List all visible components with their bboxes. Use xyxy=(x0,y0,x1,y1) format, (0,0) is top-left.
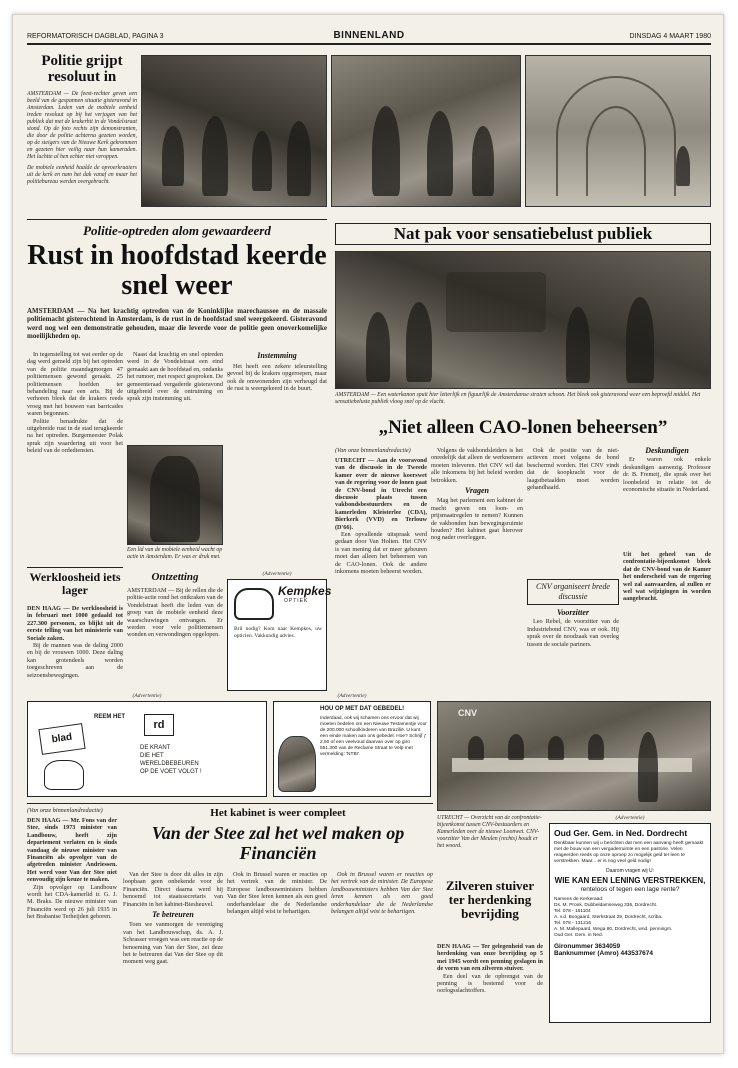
cao-col2 xyxy=(431,447,523,687)
ad-tag: OPTIEK xyxy=(284,598,309,604)
paragraph: Zijn opvolger op Landbouw wordt het CDA-kamerlid ir. G. J. M. Braks. De nieuwe minister van Financiën werd op 26 juli 1935 in het Brabantse Terheijden geboren. xyxy=(27,883,117,921)
masthead xyxy=(27,29,711,45)
ad-giro: Gironummer 3634059 xyxy=(554,943,621,950)
headline-kabinet: Van der Stee zal het wel maken op Financiën xyxy=(151,823,405,863)
article-body-col3 xyxy=(227,363,327,553)
divider xyxy=(27,567,123,568)
ad1-line: DE KRANT xyxy=(140,745,171,751)
source: (Van onze binnenlandredactie) xyxy=(335,447,411,454)
headline-sensatie: Nat pak voor sensatiebelust publiek xyxy=(393,224,653,243)
ad-kempkes xyxy=(227,579,332,691)
ad-gebedel xyxy=(273,701,431,797)
paragraph: Er waren ook enkele deskundigen aanwezig. Professor dr. B. Fremeij, die sprak over het loonbeleid in relatie tot de economische situatie in Nederland. xyxy=(623,456,711,494)
paragraph: Een deel van de opbrengst van de penning is bestemd voor de oorlogsslachtoffers. xyxy=(437,972,543,995)
paragraph: Naast dat krachtig en snel optreden werd in de Vondelstraat een eind gemaakt aan de hoofdstad en, ondanks het rumoer, met respect gesproken. De gemeenteraad vergaderde gisteravond uitgebreid over de ontruiming en sprak zijn instemming uit. xyxy=(127,351,223,403)
subhead-deskundigen: Deskundigen xyxy=(645,447,689,455)
paragraph: Mag het parlement een kabinet de macht geven om loon- en prijsmaatregelen te nemen? Kunnen de vakbonden hun bewegingsruimte houden? Het kabinet gaat hierover nog nader overleggen. xyxy=(431,497,523,542)
ad-dordrecht xyxy=(549,823,711,1023)
headline-werkloosheid: Werkloosheid iets lager xyxy=(29,570,121,597)
paragraph: In tegenstelling tot wat eerder op de dag werd gemeld zijn bij het optreden van de politie maandagmorgen 47 politiemensen gewond geraakt. 25 politiemensen hoefden ter behandeling naar een arts. Bij de verhoren bleek dat de krakers reeds vroeg met het bouwen van barricades waren begonnen. xyxy=(27,351,123,418)
divider xyxy=(27,803,433,804)
ad1-badge-2: rd xyxy=(144,714,174,736)
kicker-kabinet: Het kabinet is weer compleet xyxy=(210,807,346,819)
ad-cta: WIE KAN EEN LENING VERSTREKKEN, xyxy=(554,876,706,885)
subhead-te-betreuren: Te betreuren xyxy=(152,910,194,920)
article-werkloosheid-body xyxy=(27,605,123,695)
contact-line: Oud Ger. Gem. in Ned. xyxy=(554,933,604,938)
ad1-line: DIE HET xyxy=(140,753,164,759)
ad-names xyxy=(554,897,706,939)
article-body-col2 xyxy=(127,351,223,443)
article-politie-grijpt xyxy=(27,53,137,243)
ad1-lines xyxy=(140,744,202,776)
contact-line: A. M. Mallepaard, Wega 80, Dordrecht, wnd. penningm. xyxy=(554,927,673,932)
headline-box xyxy=(335,223,711,245)
paragraph: Toen we vanmorgen de vereniging van het Landbouwschap, ds. A. J. Schrasser vroegen was een reactie op de benoeming van Van der Stee, zei deze het te betreuren dat Van der Stee op dit moment weg gaat. xyxy=(123,921,223,966)
article-body: AMSTERDAM — De feest-rechter geven een beeld van de gespannen situatie gisteravond in Amsterdam. Leden van de mobiele eenheid treden resoluut op bij het verjagen van het publiek dat met de krakerhit in de Vondelstraat stond. Op de foto rechts zijn demonstranten, die door de politie achterna gezeten worden, op de steigers van de Nieuwe Kerk gekrommen en gezeten hier veilig naar hun kameraden. Het luchtte al hen echter niet veroppen. xyxy=(27,91,137,160)
headline: Politie grijpt resoluut in xyxy=(41,53,123,85)
cao-col4b: Uit het geheel van de confrontatie-bijeenkomst bleek dat de CNV-bond van de Kamer het onderscheid van de regering wel zal aanvaarden, al zullen er wel wat wijzigingen in worden aangebracht. xyxy=(623,551,711,603)
contact-line: A. v.d. Boogaard, Sterkstraat 29, Dordrecht, scriba. xyxy=(554,915,663,920)
source: (Van onze binnenlandredactie) xyxy=(27,807,103,814)
sub-box xyxy=(527,579,619,605)
contact-line: Ds. M. Pronk, Dubbeldamseweg 336, Dordrecht. xyxy=(554,903,658,908)
paragraph: Een opvallende uitspraak werd gedaan door Van Holten. Het CNV is van mening dat er meer gebeuren moet dan alleen het beheersen van de CAO-lonen. Ook de andere inkomens moeten beheerst worden. xyxy=(335,531,427,576)
ad2-title: HOU OP MET DAT GEBEDEL! xyxy=(320,706,405,712)
contact-line: Tel. 078 - 151104 xyxy=(554,909,591,914)
headline-rust: Rust in hoofdstad keerde snel weer xyxy=(27,240,327,301)
cao-col4 xyxy=(623,447,711,547)
photo-caption: AMSTERDAM — Een waterkanon spuit hier letterlijk en figuurlijk de Amsterdamse straten schoon. Het bleek ook gisteravond weer een beproefd middel. Het sensatiebeluste publiek vloog snel op de vlucht. xyxy=(335,392,701,405)
cao-col3b xyxy=(527,609,619,687)
ad-title: Oud Ger. Gem. in Ned. Dordrecht xyxy=(554,828,688,838)
kabinet-col2 xyxy=(123,871,223,1035)
paragraph: DEN HAAG — De werkloosheid is in februari met 1000 gedaald tot 227.300 personen, zo blijkt uit de eerste telling van het ministerie van Sociale zaken. xyxy=(27,605,123,642)
paragraph: Politie benadrukte dat de uitgebreide rust in de stad terugkeerde na het optreden. Burgemeester Polak sprak zijn waardering uit voor het beleid van de ordediensten. xyxy=(27,417,123,455)
ad1-line: OP DE VOET VOLGT ! xyxy=(140,769,202,775)
subhead-voorzitter: Voorzitter xyxy=(556,609,589,617)
paragraph: Ook in Brussel waren er reacties op het vertrek van de minister. De Europese landbouwministers hebben Van der Stee leren kennen als een goed onderhandelaar die de Nederlandse belangen altijd wist te behartigen. xyxy=(227,871,327,916)
newspaper-page xyxy=(12,14,724,1054)
ad-label: (Advertentie) xyxy=(132,693,162,699)
photo-street-police xyxy=(331,55,521,207)
masthead-paper-page: REFORMATORISCH DAGBLAD, PAGINA 3 xyxy=(27,33,164,40)
headline-cao: „Niet alleen CAO-lonen beheersen” xyxy=(378,417,668,438)
ad-ask: Daarom vragen wij U: xyxy=(605,868,655,874)
ad-text: Bril nodig? Kom naar Kempkes, uw opticien. Vakkundig advies. xyxy=(234,626,322,639)
ad1-badge-1: blad xyxy=(38,723,85,755)
ad2-text: Inderdaad, ook wij schamen ons ervoor dat wij moeten bedelen om een Nieuwe Testamentje voor de 200.000 schoolkinderen van Brazilië. U kunt een einde maken aan ons gebedel. Hoe? Schrijf ƒ 2,50 of een veelvoud daarvan over op giro 551.300 van de Reclame Straat te Velp met vermelding: 'NTBr'. xyxy=(320,716,427,757)
names-label: Namens de Kerkeraad: xyxy=(554,897,604,902)
headline-ontzetting: Ontzetting xyxy=(151,571,199,583)
ad1-title: REEM HET xyxy=(94,714,126,720)
paragraph: DEN HAAG — Ter gelegenheid van de herdenking van onze bevrijding op 5 mei 1945 wordt een penning geslagen in de vorm van een zilveren stuiver. xyxy=(437,943,543,973)
photo-caption: Een lid van de mobiele eenheid wacht op actie in Amsterdam. Er was er druk met. xyxy=(127,547,223,560)
ad-cta-sub: renteloos of tegen een lage rente? xyxy=(580,886,680,893)
sub-box-title: CNV organiseert brede discussie xyxy=(536,582,610,601)
cao-col1 xyxy=(335,457,427,687)
masthead-section: BINNENLAND xyxy=(333,30,405,41)
paragraph: Het heeft een zekere teleurstelling gevoel bij de krakers opgeroepen, maar ook de omwonenden zijn verheugd dat de rust is weergekeerd in de buurt. xyxy=(227,363,327,393)
photo-church-scaffolding xyxy=(525,55,711,207)
ad-intro: Denkbaar kunnen wij u berichten dat men een aanvang heeft gemaakt met de bouw van een vergaderruimte en een pastorie. Velen reageerden reeds op onze oproep zo mogelijk geld ter leen te verstrekken. Maar... er is nog veel geld nodig! xyxy=(554,841,704,864)
cao-col3 xyxy=(527,447,619,575)
cartoon-figure-icon xyxy=(44,760,84,790)
child-portrait xyxy=(278,736,316,792)
article-body-col1 xyxy=(27,351,123,511)
contact-line: Tel. 078 - 131216 xyxy=(554,921,592,926)
ad-reformatorisch-dagblad xyxy=(27,701,267,797)
ad-brand: Kempkes xyxy=(278,584,332,598)
paragraph: Bij de mannen was de daling 2000 en bij de vrouwen 1000. Deze daling kan grotendeels worden toegeschreven aan de seizoensbewegingen. xyxy=(27,642,123,679)
kicker: Politie-optreden alom gewaardeerd xyxy=(83,223,271,238)
subhead-instemming: Instemming xyxy=(257,351,297,360)
kabinet-col4 xyxy=(331,871,433,1035)
ad-bank: Banknummer (Amro) 443537674 xyxy=(554,950,653,957)
paragraph: Leo Rebel, de voorzitter van de Industriebond CNV, was er ook. Hij sprak over de noodzaak van overleg tussen de sociale partners. xyxy=(527,618,619,648)
paragraph: Ook in Brussel waren er reacties op het vertrek van de minister. De Europese landbouwministers hebben Van der Stee leren kennen als een goed onderhandelaar die de Nederlandse belangen altijd wist te behartigen. xyxy=(331,871,433,916)
ad-label: (Advertentie) xyxy=(337,693,367,699)
masthead-date: DINSDAG 4 MAART 1980 xyxy=(629,33,711,40)
photo-water-cannon xyxy=(335,251,711,389)
ad-label: (Advertentie) xyxy=(615,815,645,821)
lead-rust: AMSTERDAM — Na het krachtig optreden van de Koninklijke marechaussee en de massale politiemacht gisterochtend in Amsterdam, is de rust in de hoofdstad snel weergekeerd. Gisteravond werd nog wel een demonstratie gehouden, maar die leverde voor de politie geen onoverkomelijke moeilijkheden op. xyxy=(27,307,327,341)
article-body-2: De mobiele eenheid haalde de opvoerkraaiers uit de kerk en nam het dak vanaf en maar het politiebureau werden overgebracht. xyxy=(27,165,137,185)
kabinet-col3 xyxy=(227,871,327,1035)
paragraph: DEN HAAG — Mr. Fons van der Stee, sinds 1973 minister van Landbouw, heeft zijn departement verlaten en is sinds vandaag de nieuwe minister van Financiën als opvolger van de afgetreden minister Andriessen. Het werd voor Van der Stee niet eenvoudig zijn keuze te maken. xyxy=(27,817,117,884)
paragraph: Volgens de vakbondsleiders is het onredelijk dat alleen de werknemers moeten inleveren. Het CNV wil dat alle inkomens bij het beleid worden betrokken. xyxy=(431,447,523,484)
photo-mobile-unit xyxy=(127,445,223,545)
kabinet-col1 xyxy=(27,817,117,1035)
zilveren-body xyxy=(437,943,543,1035)
paragraph: Ook de positie van de niet-actieven moet volgens de bond beschermd worden. Het CNV vindt dat de koopkracht voor de laagstbetaalden moet worden gehandhaafd. xyxy=(527,447,619,492)
article-ontzetting-body: AMSTERDAM — Bij de rellen die de politie-actie rond het ontkraken van de Vondelstraat heeft die leden van de groep van de mobiele eenheid deze waarschuwingen ontvangen. Er werden voor vele politiemensen wonden en verwondingen opgelopen. xyxy=(127,587,223,639)
photo-cnv-meeting xyxy=(437,701,711,811)
paragraph: UTRECHT — Aan de vooravond van de discussie in de Tweede kamer over de nieuwe koerswet van de regering voor de lonen gaat de CNV-bond in Utrecht een discussie plaats tussen vakbondsbestuurders en de kamerleden Kleisterlee (CDA), Bierkerk (VVD) en Terlouw (D'66). xyxy=(335,457,427,531)
ad-label: (Advertentie) xyxy=(262,571,292,577)
photo-riot-police xyxy=(141,55,327,207)
photo-caption-cnv: UTRECHT — Overzicht van de confrontatie-bijeenkomst tussen CNV-bestuurders en Kamerleden over de nieuwe Loonwet. CNV-voorzitter Van der Meulen (rechts) houdt er het woord. xyxy=(437,815,542,849)
paragraph: Van der Stee is door dit alles in zijn loopbaan geen onbekende voor de Financiën. Direct daarna werd hij benoemd tot staatssecretaris van Financiën in het kabinet-Biesheuvel. xyxy=(123,871,223,908)
photo-cnv-label: CNV xyxy=(458,708,478,718)
ad1-line: WERELDBEBEUREN xyxy=(140,761,199,767)
divider xyxy=(27,219,327,220)
glasses-icon xyxy=(234,588,274,620)
subhead-vragen: Vragen xyxy=(464,486,489,496)
headline-zilveren: Zilveren stuiver ter herdenking bevrijding xyxy=(445,878,535,921)
